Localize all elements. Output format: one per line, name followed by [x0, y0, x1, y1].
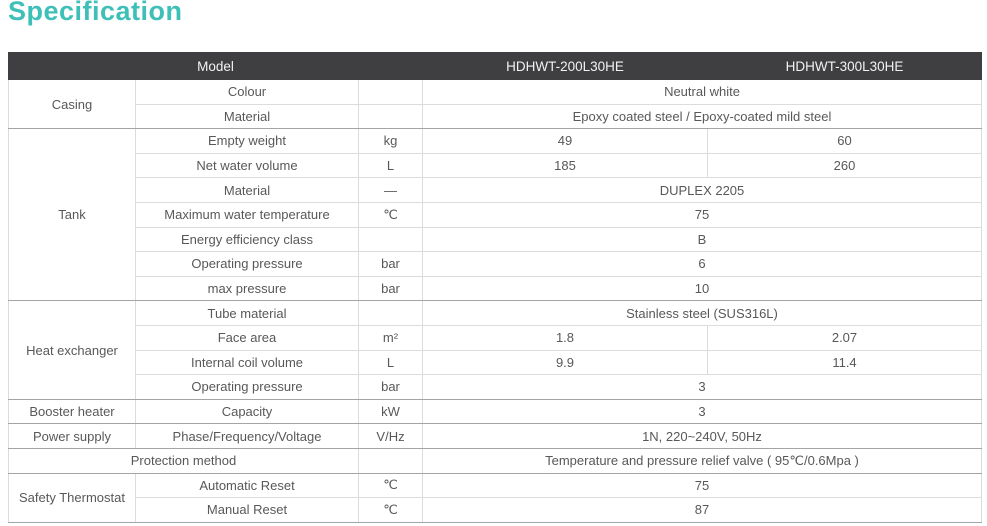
param-cell: Tube material	[136, 301, 359, 326]
table-row	[9, 301, 982, 326]
value-cell: 10	[423, 276, 982, 301]
table-header	[9, 53, 982, 80]
unit-cell	[359, 448, 423, 473]
model-name-cell: HDHWT-200L30HE	[423, 53, 708, 80]
param-cell: Capacity	[136, 399, 359, 424]
unit-cell	[359, 227, 423, 252]
unit-cell: bar	[359, 375, 423, 400]
table-row	[9, 252, 982, 277]
param-cell: Manual Reset	[136, 498, 359, 523]
param-cell: Colour	[136, 80, 359, 105]
table-row	[9, 153, 982, 178]
table-row	[9, 350, 982, 375]
table-row	[9, 448, 982, 473]
model-header-cell: Model	[9, 53, 423, 80]
value-cell: 11.4	[708, 350, 982, 375]
value-cell: 3	[423, 375, 982, 400]
value-cell: Temperature and pressure relief valve ( 95℃/0.6Mpa )	[423, 448, 982, 473]
value-cell: 2.07	[708, 325, 982, 350]
unit-cell: bar	[359, 276, 423, 301]
value-cell: 75	[423, 202, 982, 227]
unit-cell	[359, 80, 423, 105]
table-row	[9, 375, 982, 400]
page-title: Specification	[8, 0, 183, 26]
unit-cell: ℃	[359, 202, 423, 227]
param-cell: Face area	[136, 325, 359, 350]
param-cell: Empty weight	[136, 129, 359, 154]
table-row	[9, 498, 982, 523]
group-cell: Tank	[9, 129, 136, 301]
unit-cell: ℃	[359, 473, 423, 498]
value-cell: 3	[423, 399, 982, 424]
param-cell: Material	[136, 178, 359, 203]
value-cell: Neutral white	[423, 80, 982, 105]
table-row	[9, 325, 982, 350]
value-cell: 6	[423, 252, 982, 277]
param-cell: Maximum water temperature	[136, 202, 359, 227]
table-body	[9, 80, 982, 523]
table-row	[9, 129, 982, 154]
unit-cell	[359, 104, 423, 129]
value-cell: 9.9	[423, 350, 708, 375]
value-cell: 49	[423, 129, 708, 154]
value-cell: DUPLEX 2205	[423, 178, 982, 203]
model-name-cell: HDHWT-300L30HE	[708, 53, 982, 80]
value-cell: 60	[708, 129, 982, 154]
param-cell: Material	[136, 104, 359, 129]
unit-cell: ℃	[359, 498, 423, 523]
value-cell: 75	[423, 473, 982, 498]
unit-cell: V/Hz	[359, 424, 423, 449]
table-row	[9, 399, 982, 424]
group-cell: Heat exchanger	[9, 301, 136, 399]
unit-cell	[359, 301, 423, 326]
group-cell: Power supply	[9, 424, 136, 449]
unit-cell: —	[359, 178, 423, 203]
unit-cell: m²	[359, 325, 423, 350]
value-cell: 1.8	[423, 325, 708, 350]
group-cell: Safety Thermostat	[9, 473, 136, 522]
unit-cell: kg	[359, 129, 423, 154]
value-cell: 87	[423, 498, 982, 523]
value-cell: 260	[708, 153, 982, 178]
param-cell: Automatic Reset	[136, 473, 359, 498]
group-cell: Casing	[9, 80, 136, 129]
param-cell: max pressure	[136, 276, 359, 301]
header-row	[9, 53, 982, 80]
param-cell: Internal coil volume	[136, 350, 359, 375]
table-row	[9, 424, 982, 449]
table-row	[9, 104, 982, 129]
group-cell: Protection method	[9, 448, 359, 473]
param-cell: Operating pressure	[136, 375, 359, 400]
table-row	[9, 227, 982, 252]
specification-table	[8, 52, 982, 523]
unit-cell: kW	[359, 399, 423, 424]
group-cell: Booster heater	[9, 399, 136, 424]
param-cell: Phase/Frequency/Voltage	[136, 424, 359, 449]
unit-cell: L	[359, 153, 423, 178]
table-row	[9, 276, 982, 301]
table-row	[9, 202, 982, 227]
param-cell: Operating pressure	[136, 252, 359, 277]
table-row	[9, 473, 982, 498]
unit-cell: L	[359, 350, 423, 375]
table-row	[9, 178, 982, 203]
unit-cell: bar	[359, 252, 423, 277]
value-cell: Stainless steel (SUS316L)	[423, 301, 982, 326]
table-row	[9, 80, 982, 105]
value-cell: 1N, 220~240V, 50Hz	[423, 424, 982, 449]
value-cell: 185	[423, 153, 708, 178]
param-cell: Net water volume	[136, 153, 359, 178]
value-cell: B	[423, 227, 982, 252]
param-cell: Energy efficiency class	[136, 227, 359, 252]
value-cell: Epoxy coated steel / Epoxy-coated mild steel	[423, 104, 982, 129]
